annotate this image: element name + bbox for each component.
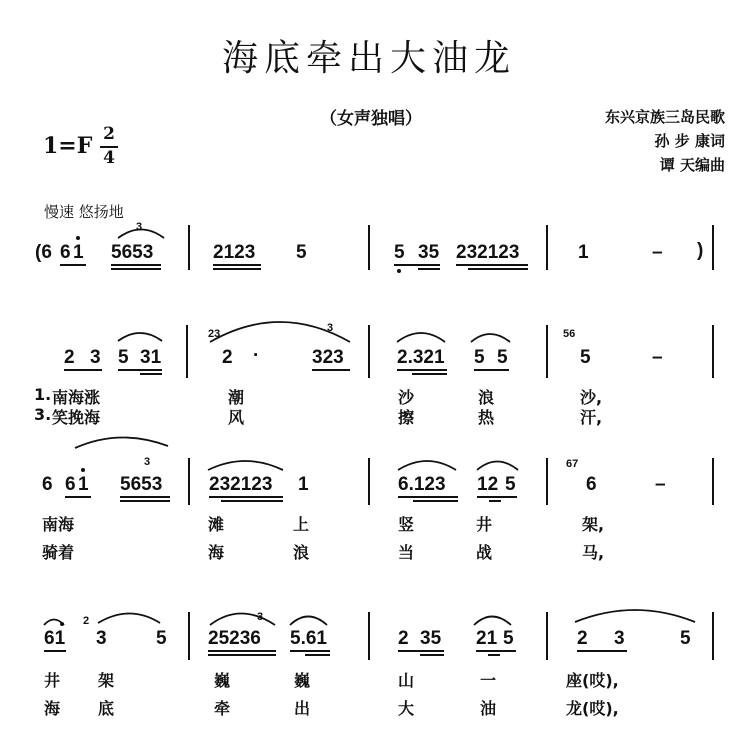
- barline: [712, 612, 714, 660]
- lyric: 架: [98, 671, 115, 690]
- lyric: 滩: [208, 515, 225, 534]
- barline: [712, 458, 714, 505]
- note-group: 2.321: [397, 347, 445, 368]
- underline: [489, 500, 501, 502]
- barline: [546, 458, 548, 505]
- note-group: 61: [44, 628, 66, 649]
- underline: [208, 650, 276, 652]
- underline: [221, 500, 283, 502]
- underline: [120, 500, 170, 502]
- low-octave-dot: [397, 269, 401, 273]
- note-group: 35: [420, 628, 442, 649]
- note-group: 31: [140, 347, 162, 368]
- song-title: 海底牵出大油龙: [222, 38, 517, 79]
- note: 1: [78, 474, 89, 495]
- lyric: 牵: [214, 699, 231, 718]
- underline: [140, 373, 162, 375]
- barline: [546, 325, 548, 378]
- credit-arranger: 谭 天编曲: [659, 156, 725, 174]
- high-octave-dot: [76, 236, 80, 240]
- lyric: 笑挽海: [52, 408, 101, 427]
- lyric: 大: [398, 699, 415, 718]
- note: 1: [73, 242, 84, 263]
- underline: [398, 650, 444, 652]
- tempo-marking: 慢速 悠扬地: [44, 203, 124, 221]
- underline: [64, 369, 102, 371]
- note: 5: [394, 242, 405, 263]
- note: 5: [296, 242, 307, 263]
- triplet-mark: 3: [257, 611, 264, 623]
- dash: –: [652, 347, 663, 368]
- note: 2: [222, 347, 233, 368]
- time-signature-top: 2: [103, 124, 115, 144]
- note: 6: [60, 242, 71, 263]
- underline: [111, 268, 161, 270]
- underline: [44, 650, 66, 652]
- note: 5: [680, 628, 691, 649]
- note-group: 323: [312, 347, 344, 368]
- high-octave-dot: [60, 622, 64, 626]
- note: 3: [90, 347, 101, 368]
- note: 2: [64, 347, 75, 368]
- time-signature-bottom: 4: [103, 148, 115, 168]
- underline: [477, 496, 517, 498]
- lyric: 井: [476, 515, 493, 534]
- triplet-mark: 3: [144, 456, 151, 468]
- underline: [577, 650, 627, 652]
- note-group: 35: [418, 242, 440, 263]
- lyric: 擦: [398, 408, 415, 427]
- lyric: 山: [398, 671, 415, 690]
- lyric: 海: [44, 699, 61, 718]
- lyric: 竖: [398, 515, 415, 534]
- grace-notes: 23: [208, 328, 221, 340]
- barline: [712, 325, 714, 378]
- lyric: 上: [293, 515, 310, 534]
- note: 2: [398, 628, 409, 649]
- barline: [368, 325, 370, 378]
- underline: [312, 369, 350, 371]
- note: 6: [65, 474, 76, 495]
- barline: [546, 225, 548, 270]
- lyric: 热: [478, 408, 495, 427]
- lyric: 当: [398, 543, 415, 562]
- note: 1: [578, 242, 589, 263]
- note: 3: [96, 628, 107, 649]
- note: 5: [505, 474, 516, 495]
- credit-lyricist: 孙 步 康词: [654, 132, 725, 150]
- lyric: 架,: [582, 515, 605, 534]
- lyric: 油: [480, 699, 497, 718]
- underline: [213, 268, 261, 270]
- barline: [188, 458, 190, 505]
- underline: [468, 268, 528, 270]
- underline: [213, 264, 261, 266]
- high-octave-dot: [81, 468, 85, 472]
- performance-note: （女声独唱）: [320, 109, 422, 129]
- underline: [488, 654, 500, 656]
- note-group: 5.61: [290, 628, 327, 649]
- note: 5: [474, 347, 485, 368]
- dash: –: [655, 474, 666, 495]
- underline: [60, 264, 86, 266]
- underline: [418, 268, 440, 270]
- lyric: 潮: [228, 388, 245, 407]
- underline: [398, 496, 458, 498]
- barline: [188, 612, 190, 660]
- note-group: 12: [477, 474, 499, 495]
- barline: [368, 225, 370, 270]
- note: 2: [577, 628, 588, 649]
- underline: [120, 496, 170, 498]
- triplet-mark: 3: [136, 221, 143, 233]
- barline: [188, 225, 190, 270]
- lyric: 南海涨: [52, 388, 101, 407]
- note-group: 5653: [111, 242, 154, 263]
- note-group: 5653: [120, 474, 163, 495]
- lyric: 井: [44, 671, 61, 690]
- underline: [290, 650, 330, 652]
- note-group: 2123: [213, 242, 256, 263]
- barline: [186, 325, 188, 378]
- underline: [208, 654, 276, 656]
- barline: [546, 612, 548, 660]
- dash: –: [652, 242, 663, 263]
- key-signature: 1=F: [43, 133, 93, 159]
- credit-origin: 东兴京族三岛民歌: [604, 108, 725, 126]
- lyric: 骑着: [42, 543, 75, 562]
- note: 6: [42, 474, 53, 495]
- barline: [368, 458, 370, 505]
- triplet-mark: 3: [327, 322, 334, 334]
- lyric: 巍: [214, 671, 231, 690]
- note-group: 232123: [209, 474, 273, 495]
- note: 5: [503, 628, 514, 649]
- underline: [209, 496, 283, 498]
- lyric: 浪: [478, 388, 495, 407]
- grace-notes: 67: [566, 458, 579, 470]
- lyric: 底: [98, 699, 115, 718]
- underline: [397, 369, 447, 371]
- paren-close: ): [697, 240, 704, 261]
- note-group: 21: [476, 628, 498, 649]
- underline: [65, 496, 91, 498]
- lyric: 沙: [398, 388, 415, 407]
- verse-number: 3.: [34, 405, 52, 424]
- lyric: 海: [208, 543, 225, 562]
- lyric: 马,: [582, 543, 605, 562]
- lyric: 出: [294, 699, 311, 718]
- barline: [368, 612, 370, 660]
- grace-notes: 56: [563, 328, 576, 340]
- lyric: 龙(哎),: [566, 699, 619, 718]
- grace-notes: 2: [83, 615, 90, 627]
- underline: [305, 654, 330, 656]
- lyric: 汗,: [580, 408, 603, 427]
- underline: [413, 500, 458, 502]
- note: 6: [586, 474, 597, 495]
- note: 5: [156, 628, 167, 649]
- lyric: 浪: [293, 543, 310, 562]
- note: 5: [497, 347, 508, 368]
- underline: [111, 264, 161, 266]
- note: 1: [298, 474, 309, 495]
- lyric: 战: [476, 543, 493, 562]
- underline: [476, 650, 516, 652]
- note: 5: [580, 347, 591, 368]
- note-group: 232123: [456, 242, 520, 263]
- note: 3: [614, 628, 625, 649]
- lyric: 南海: [42, 515, 75, 534]
- note: 5: [118, 347, 129, 368]
- lyric: 座(哎),: [566, 671, 619, 690]
- barline: [712, 225, 714, 270]
- note-group: 6.123: [398, 474, 446, 495]
- lyric: 沙,: [580, 388, 603, 407]
- underline: [456, 264, 528, 266]
- lyric: 风: [228, 408, 245, 427]
- underline: [420, 654, 444, 656]
- note: (6: [35, 242, 52, 263]
- verse-number: 1.: [34, 385, 52, 404]
- lyric: 一: [480, 671, 497, 690]
- note-group: 25236: [208, 628, 261, 649]
- dot-duration: ·: [253, 345, 260, 366]
- underline: [474, 369, 509, 371]
- underline: [412, 373, 447, 375]
- lyric: 巍: [294, 671, 311, 690]
- underline: [394, 264, 440, 266]
- underline: [118, 369, 162, 371]
